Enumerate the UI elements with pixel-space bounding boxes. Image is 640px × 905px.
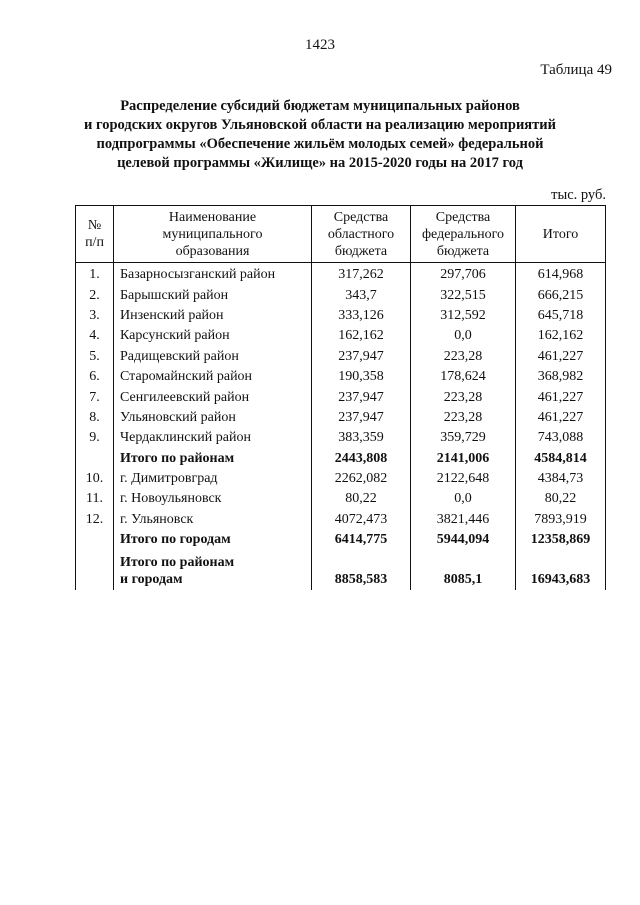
- table-cell: г. Димитровград: [114, 469, 312, 489]
- table-row: [76, 510, 606, 530]
- table-cell: 8.: [76, 408, 114, 428]
- header-text: муниципального: [162, 226, 263, 242]
- table-cell: 5.: [76, 347, 114, 367]
- title-line: Распределение субсидий бюджетам муниципальных районов: [120, 98, 520, 114]
- header-text: образования: [175, 243, 250, 259]
- table-row: [76, 326, 606, 346]
- table-cell: 322,515: [411, 285, 516, 305]
- header-total: [516, 206, 606, 263]
- table-cell: [76, 449, 114, 469]
- table-cell: 8085,1: [411, 550, 516, 590]
- document-title: [60, 97, 580, 173]
- table-cell: 80,22: [516, 489, 606, 509]
- table-row: [76, 347, 606, 367]
- table-cell: 3821,446: [411, 510, 516, 530]
- table-cell: Инзенский район: [114, 306, 312, 326]
- table-row: [76, 428, 606, 448]
- table-cell: 4072,473: [312, 510, 411, 530]
- header-text: Средства: [435, 209, 491, 225]
- table-label: Таблица 49: [540, 62, 612, 78]
- table-cell: 1.: [76, 263, 114, 286]
- table-cell: Старомайнский район: [114, 367, 312, 387]
- table-cell: 343,7: [312, 285, 411, 305]
- table-cell: 12358,869: [516, 530, 606, 550]
- table-row: [76, 469, 606, 489]
- header-text: бюджета: [436, 243, 490, 259]
- table-cell: 312,592: [411, 306, 516, 326]
- table-cell: 162,162: [516, 326, 606, 346]
- header-text: Средства: [333, 209, 389, 225]
- table-cell: 178,624: [411, 367, 516, 387]
- header-text: Итого: [542, 226, 579, 242]
- table-cell: 6414,775: [312, 530, 411, 550]
- table-cell: 614,968: [516, 263, 606, 286]
- table-cell: 4584,814: [516, 449, 606, 469]
- table-cell: 223,28: [411, 408, 516, 428]
- table-cell: 5944,094: [411, 530, 516, 550]
- table-cell: 162,162: [312, 326, 411, 346]
- table-cell: г. Новоульяновск: [114, 489, 312, 509]
- table-row: [76, 387, 606, 407]
- table-cell: 2443,808: [312, 449, 411, 469]
- table-cell: Базарносызганский район: [114, 263, 312, 286]
- table-cell: [76, 530, 114, 550]
- table-cell: 368,982: [516, 367, 606, 387]
- units-label: тыс. руб.: [551, 187, 606, 203]
- header-text: п/п: [85, 235, 104, 250]
- header-federal: [411, 206, 516, 263]
- header-num: [76, 206, 114, 263]
- header-text: Наименование: [168, 209, 257, 225]
- table-cell: 12.: [76, 510, 114, 530]
- table-cell: Итого по районам: [114, 449, 312, 469]
- table-cell: 7.: [76, 387, 114, 407]
- header-regional: [312, 206, 411, 263]
- header-text: областного: [327, 226, 395, 242]
- title-line: целевой программы «Жилище» на 2015-2020 годы на 2017 год: [117, 155, 523, 171]
- subsidy-table: [75, 205, 606, 590]
- table-row: [76, 285, 606, 305]
- table-cell: 9.: [76, 428, 114, 448]
- table-cell: Сенгилеевский район: [114, 387, 312, 407]
- table-cell: 10.: [76, 469, 114, 489]
- table-cell: г. Ульяновск: [114, 510, 312, 530]
- header-text: бюджета: [334, 243, 388, 259]
- table-cell: 2122,648: [411, 469, 516, 489]
- table-cell: 11.: [76, 489, 114, 509]
- header-text: федерального: [421, 226, 505, 242]
- table-cell: 237,947: [312, 408, 411, 428]
- table-row: [76, 489, 606, 509]
- table-cell: 317,262: [312, 263, 411, 286]
- table-cell: 223,28: [411, 387, 516, 407]
- header-name: [114, 206, 312, 263]
- table-cell: Ульяновский район: [114, 408, 312, 428]
- table-row: [76, 263, 606, 286]
- table-cell: 2262,082: [312, 469, 411, 489]
- table-cell: 237,947: [312, 387, 411, 407]
- table-cell: 359,729: [411, 428, 516, 448]
- table-cell: 190,358: [312, 367, 411, 387]
- table-cell: 461,227: [516, 387, 606, 407]
- grand-total-label-line: Итого по районам: [120, 555, 235, 571]
- table-cell: 297,706: [411, 263, 516, 286]
- table-row: [76, 306, 606, 326]
- table-cell: 223,28: [411, 347, 516, 367]
- table-cell: Радищевский район: [114, 347, 312, 367]
- table-cell: 0,0: [411, 326, 516, 346]
- table-cell: 3.: [76, 306, 114, 326]
- cities-total-row: [76, 530, 606, 550]
- table-cell: [114, 550, 312, 590]
- table-cell: 461,227: [516, 408, 606, 428]
- table-cell: 4384,73: [516, 469, 606, 489]
- table-cell: 461,227: [516, 347, 606, 367]
- table-cell: Чердаклинский район: [114, 428, 312, 448]
- header-text: №: [87, 218, 102, 233]
- table-cell: 6.: [76, 367, 114, 387]
- table-cell: [76, 550, 114, 590]
- table-cell: 237,947: [312, 347, 411, 367]
- grand-total-label-line: и городам: [120, 572, 183, 588]
- table-cell: 2.: [76, 285, 114, 305]
- table-cell: Карсунский район: [114, 326, 312, 346]
- table-header-row: [76, 206, 606, 263]
- table-cell: 666,215: [516, 285, 606, 305]
- page-number: 1423: [305, 37, 335, 53]
- table-cell: 383,359: [312, 428, 411, 448]
- table-cell: Барышский район: [114, 285, 312, 305]
- table-cell: 0,0: [411, 489, 516, 509]
- table-row: [76, 408, 606, 428]
- table-cell: 16943,683: [516, 550, 606, 590]
- table-cell: 333,126: [312, 306, 411, 326]
- table-cell: Итого по городам: [114, 530, 312, 550]
- table-cell: 743,088: [516, 428, 606, 448]
- table-cell: 4.: [76, 326, 114, 346]
- table-cell: 7893,919: [516, 510, 606, 530]
- title-line: и городских округов Ульяновской области на реализацию мероприятий: [84, 117, 556, 133]
- title-line: подпрограммы «Обеспечение жильём молодых семей» федеральной: [96, 136, 544, 152]
- table-cell: 645,718: [516, 306, 606, 326]
- table-cell: 8858,583: [312, 550, 411, 590]
- table-cell: 80,22: [312, 489, 411, 509]
- table-cell: 2141,006: [411, 449, 516, 469]
- grand-total-row: [76, 550, 606, 590]
- table-row: [76, 367, 606, 387]
- districts-total-row: [76, 449, 606, 469]
